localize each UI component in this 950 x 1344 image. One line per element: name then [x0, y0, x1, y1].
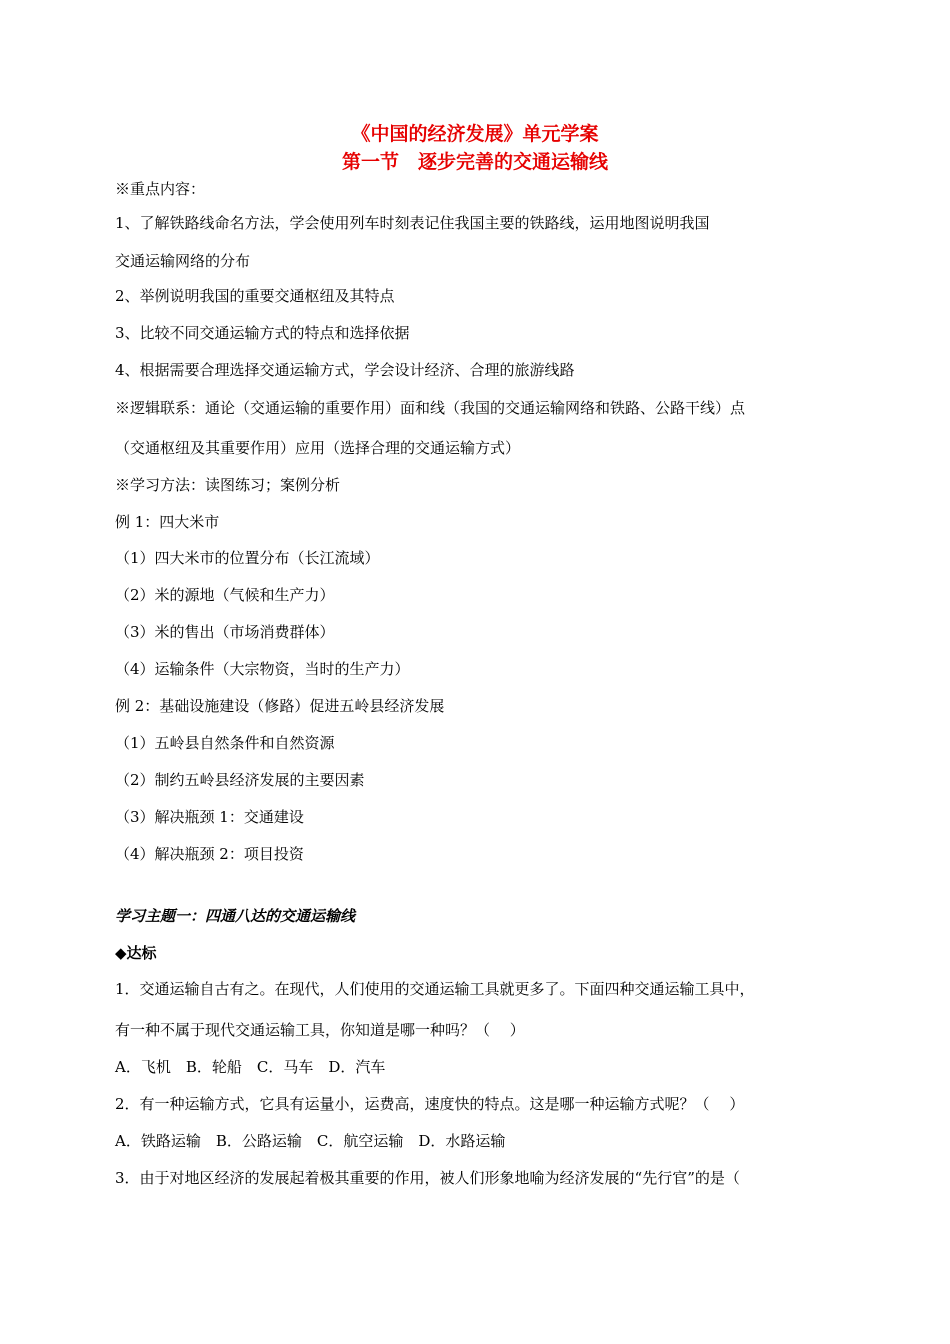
- example-2-item: （1）五岭县自然条件和自然资源: [115, 734, 335, 752]
- topic-1-heading: 学习主题一：四通八达的交通运输线: [115, 907, 356, 925]
- logic-line-2: （交通枢纽及其重要作用）应用（选择合理的交通运输方式）: [115, 439, 521, 457]
- example-1-item: （1）四大米市的位置分布（长江流域）: [115, 549, 380, 567]
- example-1-item: （2）米的源地（气候和生产力）: [115, 586, 335, 604]
- question-3: 3．由于对地区经济的发展起着极其重要的作用，被人们形象地喻为经济发展的“先行官”的是（: [115, 1169, 740, 1187]
- question-2: 2．有一种运输方式，它具有运量小，运费高，速度快的特点。这是哪一种运输方式呢？（ ）: [115, 1095, 745, 1113]
- key-content-item-1-cont: 交通运输网络的分布: [115, 252, 251, 270]
- example-2-item: （4）解决瓶颈 2：项目投资: [115, 845, 304, 863]
- standard-label: ◆达标: [115, 944, 157, 962]
- example-1-heading: 例 1：四大米市: [115, 513, 220, 531]
- example-2-heading: 例 2：基础设施建设（修路）促进五岭县经济发展: [115, 697, 445, 715]
- document-title: 《中国的经济发展》单元学案: [351, 123, 599, 145]
- logic-line-1: ※逻辑联系：通论（交通运输的重要作用）面和线（我国的交通运输网络和铁路、公路干线）点: [115, 399, 746, 417]
- example-2-item: （3）解决瓶颈 1：交通建设: [115, 808, 304, 826]
- example-1-item: （4）运输条件（大宗物资，当时的生产力）: [115, 660, 410, 678]
- question-1: 1．交通运输自古有之。在现代，人们使用的交通运输工具就更多了。下面四种交通运输工具中，: [115, 980, 755, 998]
- example-1-item: （3）米的售出（市场消费群体）: [115, 623, 335, 641]
- key-content-item-1: 1、了解铁路线命名方法，学会使用列车时刻表记住我国主要的铁路线，运用地图说明我国: [115, 214, 710, 232]
- example-2-item: （2）制约五岭县经济发展的主要因素: [115, 771, 365, 789]
- study-method: ※学习方法：读图练习；案例分析: [115, 476, 341, 494]
- key-content-item-4: 4、根据需要合理选择交通运输方式，学会设计经济、合理的旅游线路: [115, 361, 575, 379]
- question-2-options: A．铁路运输 B．公路运输 C．航空运输 D．水路运输: [115, 1132, 506, 1150]
- key-content-item-3: 3、比较不同交通运输方式的特点和选择依据: [115, 324, 410, 342]
- key-content-item-2: 2、举例说明我国的重要交通枢纽及其特点: [115, 287, 395, 305]
- section-title: 第一节 逐步完善的交通运输线: [341, 151, 608, 173]
- question-1-cont: 有一种不属于现代交通运输工具，你知道是哪一种吗？（ ）: [115, 1021, 525, 1039]
- key-content-heading: ※重点内容：: [115, 180, 206, 198]
- question-1-options: A．飞机 B．轮船 C．马车 D．汽车: [115, 1058, 386, 1076]
